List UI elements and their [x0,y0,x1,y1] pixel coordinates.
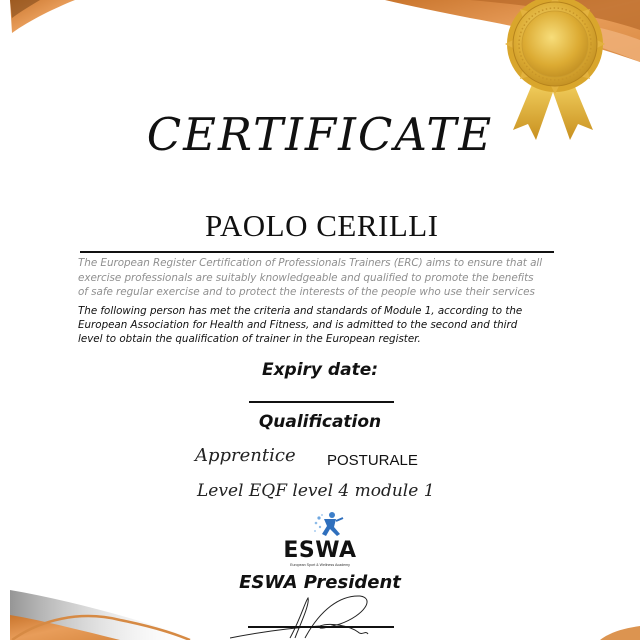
description-line: exercise professionals are suitably knowledgeable and qualified to promote the benefits [78,271,534,284]
statement-line: The following person has met the criteria and standards of Module 1, according to the [78,305,523,317]
eswa-logo-text: ESWA [283,538,357,563]
runner-icon [310,510,346,540]
qualification-type: Apprentice [195,445,296,466]
certificate-title: CERTIFICATE [146,108,494,161]
description-line: of safe regular exercise and to protect the interests of the people who use their services [78,286,535,298]
statement-line: European Association for Health and Fitness, and is admitted to the second and third [78,318,518,331]
name-underline [80,251,554,253]
description-line: The European Register Certification of Professionals Trainers (ERC) aims to ensure that all [78,257,543,269]
certification-statement [78,305,568,346]
qualification-label: Qualification [258,412,382,432]
eswa-logo-subtitle: European Sport & Wellness Academy [290,563,350,567]
qualification-name: POSTURALE [327,452,418,469]
recipient-name: PAOLO CERILLI [205,208,439,243]
erc-description [78,256,566,300]
signatory-label: ESWA President [239,572,401,593]
statement-line: level to obtain the qualification of trainer in the European register. [78,332,421,345]
expiry-date-label: Expiry date: [261,360,379,380]
expiry-date-line [249,401,394,403]
signature [230,590,430,640]
qualification-level: Level EQF level 4 module 1 [197,481,435,501]
